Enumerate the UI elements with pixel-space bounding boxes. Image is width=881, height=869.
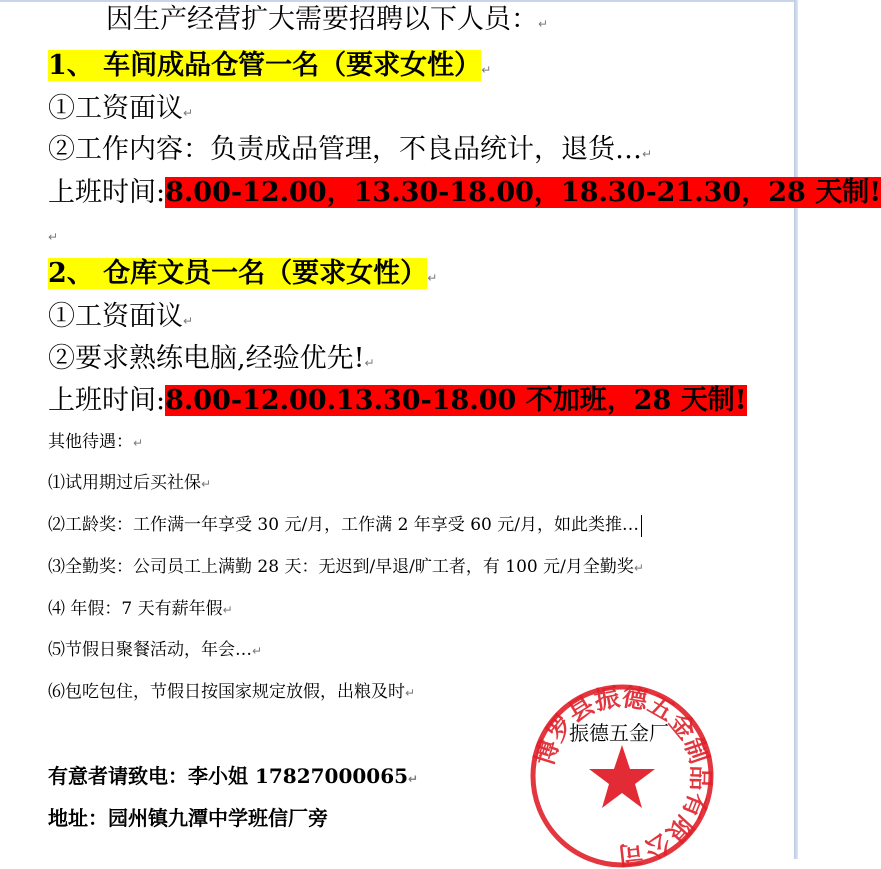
benefit-item xyxy=(48,680,415,705)
paragraph-mark: ↵ xyxy=(252,644,263,658)
seal-label: 振德五金厂 xyxy=(569,721,669,745)
paragraph-mark: ↵ xyxy=(133,436,144,450)
paragraph-mark: ↵ xyxy=(538,17,549,31)
text-cursor xyxy=(641,515,642,537)
paragraph-mark: ↵ xyxy=(201,477,212,491)
benefit-item-text: ⑷ 年假：7 天有薪年假 xyxy=(48,599,223,619)
benefit-item xyxy=(48,555,644,580)
job1-content-line xyxy=(48,132,652,172)
job1-hours-line xyxy=(48,175,881,211)
job1-hours-label: 上班时间: xyxy=(48,177,166,208)
contact-phone: 有意者请致电：李小姐 17827000065 xyxy=(48,764,409,788)
benefit-item-text: ⑴试用期过后买社保 xyxy=(48,473,201,493)
job1-content: ②工作内容：负责成品管理，不良品统计，退货… xyxy=(48,134,642,165)
job1-hours-value: 8.00-12.00，13.30-18.00，18.30-21.30，28 天制! xyxy=(165,177,881,208)
job2-salary: ①工资面议 xyxy=(48,301,183,332)
paragraph-mark: ↵ xyxy=(481,63,492,77)
job1-salary-line xyxy=(48,91,193,131)
benefits-title-line xyxy=(48,430,143,455)
heading-line xyxy=(106,2,548,42)
benefit-item-text: ⑹包吃包住，节假日按国家规定放假，出粮及时 xyxy=(48,682,405,702)
benefits-title: 其他待遇： xyxy=(48,432,133,452)
paragraph-mark: ↵ xyxy=(642,147,653,161)
job1-title: 1、 车间成品仓管一名（要求女性） xyxy=(48,50,482,81)
paragraph-mark: ↵ xyxy=(222,603,233,617)
paragraph-mark: ↵ xyxy=(183,106,194,120)
contact-address: 地址：园州镇九潭中学班信厂旁 xyxy=(48,806,328,830)
seal-ring-text: 博罗县振德五金制品有限公司 xyxy=(529,683,715,869)
empty-paragraph xyxy=(48,226,58,245)
window-right-edge xyxy=(794,0,798,859)
benefit-item-text: ⑸节假日聚餐活动，年会… xyxy=(48,640,252,660)
job2-salary-line xyxy=(48,299,193,339)
paragraph-mark: ↵ xyxy=(183,314,194,328)
company-seal xyxy=(529,683,715,869)
paragraph-mark: ↵ xyxy=(364,356,375,370)
seal-star-icon xyxy=(589,745,655,808)
paragraph-mark: ↵ xyxy=(48,230,59,244)
benefit-item xyxy=(48,638,262,663)
job2-hours-value: 8.00-12.00.13.30-18.00 不加班，28 天制! xyxy=(165,385,747,416)
job2-title-line xyxy=(48,256,437,296)
job2-title: 2、 仓库文员一名（要求女性） xyxy=(48,258,428,289)
heading-text: 因生产经营扩大需要招聘以下人员： xyxy=(106,4,538,35)
paragraph-mark: ↵ xyxy=(408,772,419,786)
paragraph-mark: ↵ xyxy=(633,561,644,575)
paragraph-mark: ↵ xyxy=(405,686,416,700)
job2-requirement-line xyxy=(48,341,375,381)
job1-title-line xyxy=(48,48,491,88)
benefit-item xyxy=(48,471,211,496)
benefit-item xyxy=(48,597,233,622)
benefit-item xyxy=(48,513,642,537)
job2-hours-line xyxy=(48,383,747,419)
job2-hours-label: 上班时间: xyxy=(48,385,166,416)
job1-salary: ①工资面议 xyxy=(48,93,183,124)
job2-requirement: ②要求熟练电脑,经验优先! xyxy=(48,343,365,374)
contact-phone-line xyxy=(48,763,418,792)
benefit-item-text: ⑶全勤奖：公司员工上满勤 28 天：无迟到/早退/旷工者，有 100 元/月全勤奖 xyxy=(48,557,634,577)
benefit-item-text: ⑵工龄奖：工作满一年享受 30 元/月，工作满 2 年享受 60 元/月，如此类推… xyxy=(48,515,639,535)
paragraph-mark: ↵ xyxy=(427,271,438,285)
contact-address-line xyxy=(48,805,328,831)
